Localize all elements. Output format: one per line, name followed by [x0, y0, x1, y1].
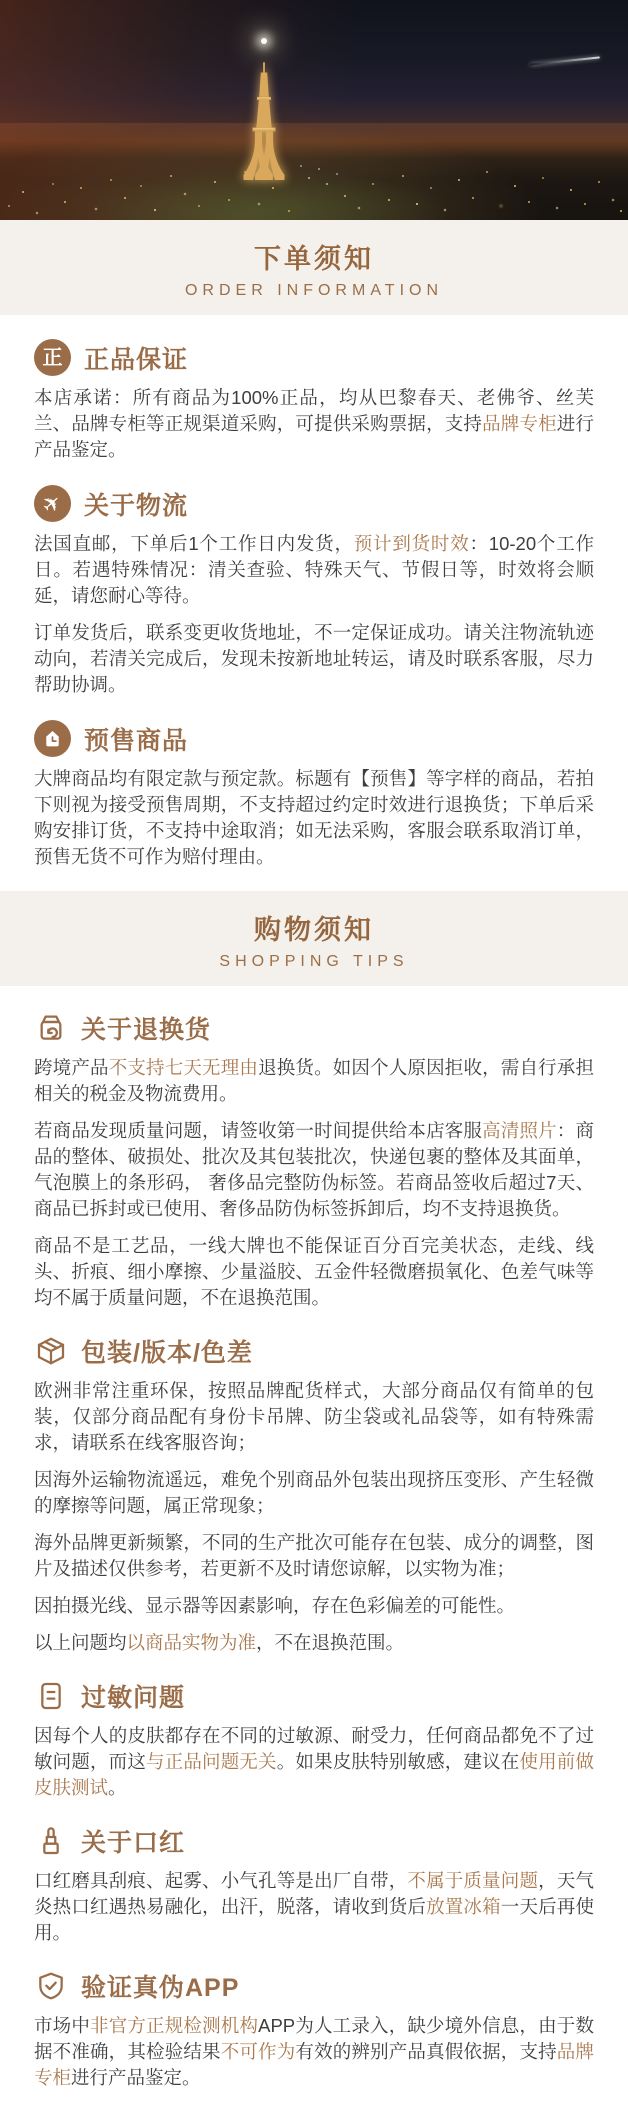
- return-box-icon: [34, 1011, 68, 1045]
- plane-contrail: [530, 56, 600, 65]
- body-text: APP为人工录入，缺少境外信息，由于数据不准确，其检验结果: [34, 2015, 594, 2062]
- highlighted-text: 使用前做皮肤测试: [34, 1751, 594, 1798]
- section-heading: [34, 339, 594, 376]
- section-allergy: [34, 1678, 594, 1801]
- body-text: 进行产品鉴定。: [71, 2067, 201, 2088]
- section-title: 包装/版本/色差: [81, 1339, 253, 1367]
- presale-clock-tag-icon: [34, 720, 71, 757]
- paragraph: [34, 1055, 594, 1107]
- section-logistics: [34, 485, 594, 698]
- paragraph: [34, 2013, 594, 2091]
- highlighted-text: 品牌专柜: [482, 413, 557, 434]
- highlighted-text: 预计到货时效: [353, 533, 470, 554]
- highlighted-text: 不属于质量问题: [407, 1870, 539, 1891]
- eiffel-tower-icon: [232, 36, 296, 214]
- shopping-tips-header: [0, 891, 628, 986]
- section-heading: [34, 1010, 594, 1046]
- section-heading: [34, 1968, 594, 2004]
- section-authenticity: [34, 339, 594, 463]
- body-text: 。如果皮肤特别敏感，建议在: [276, 1751, 520, 1772]
- highlighted-text: 高清照片: [482, 1120, 557, 1141]
- section-body: [34, 2013, 594, 2091]
- order-header-subtitle: ORDER INFORMATION: [184, 282, 444, 299]
- shopping-header-subtitle: SHOPPING TIPS: [219, 953, 409, 970]
- order-header-title: 下单须知: [254, 244, 374, 274]
- tower-beacon-light: [261, 38, 267, 44]
- section-body: [34, 766, 594, 870]
- section-title: 预售商品: [84, 726, 189, 755]
- section-heading: [34, 1678, 594, 1714]
- highlighted-text: 与正品问题无关: [146, 1751, 277, 1772]
- section-presale: [34, 720, 594, 870]
- lipstick-icon: [34, 1824, 68, 1858]
- order-information-content: [0, 315, 628, 891]
- section-title: 关于退换货: [81, 1016, 212, 1044]
- body-text: 口红磨具刮痕、起雾、小气孔等是出厂自带，: [34, 1870, 408, 1891]
- section-title: 正品保证: [84, 345, 189, 374]
- body-text: 欧洲非常注重环保，按照品牌配货样式，大部分商品仅有简单的包装，仅部分商品配有身份卡吊牌、防尘袋或礼品袋等，如有特殊需求，请联系在线客服咨询；: [34, 1380, 594, 1453]
- section-heading: [34, 485, 594, 522]
- paragraph: [34, 1723, 594, 1801]
- section-lipstick: [34, 1823, 594, 1946]
- paragraph: [34, 1868, 594, 1946]
- section-title: 过敏问题: [81, 1684, 186, 1712]
- body-text: ，天气炎热口红遇热易融化，出汗，脱落，请收到货后: [34, 1870, 594, 1917]
- body-text: 订单发货后，联系变更收货地址，不一定保证成功。请关注物流轨迹动向，若清关完成后，发现未按新地址转运，请及时联系客服，尽力帮助协调。: [34, 622, 594, 695]
- body-text: 有效的辨别产品真假依据，支持: [295, 2041, 557, 2062]
- section-packaging: [34, 1333, 594, 1656]
- body-text: 因海外运输物流遥远，难免个别商品外包装出现挤压变形、产生轻微的摩擦等问题，属正常现象；: [34, 1469, 594, 1516]
- paragraph: [34, 531, 594, 609]
- section-title: 关于口红: [81, 1829, 186, 1857]
- highlighted-text: 不支持七天无理由: [108, 1057, 259, 1078]
- paragraph: [34, 1530, 594, 1582]
- section-heading: [34, 720, 594, 757]
- horizon-haze: [0, 123, 628, 158]
- body-text: ，不在退换范围。: [256, 1632, 405, 1653]
- body-text: 若商品发现质量问题，请签收第一时间提供给本店客服: [34, 1120, 483, 1141]
- highlighted-text: 放置冰箱: [426, 1896, 501, 1917]
- paris-night-hero-image: [0, 0, 628, 220]
- city-lights: [0, 113, 2, 115]
- section-body: [34, 1055, 594, 1311]
- package-cube-icon: [34, 1334, 68, 1368]
- body-text: 商品不是工艺品，一线大牌也不能保证百分百完美状态，走线、线头、折痕、细小摩擦、少量溢胶、五金件轻微磨损氧化、色差气味等均不属于质量问题，不在退换范围。: [34, 1235, 594, 1308]
- section-body: [34, 385, 594, 463]
- shopping-tips-content: [0, 986, 628, 2112]
- section-body: [34, 1868, 594, 1946]
- section-title: 关于物流: [84, 491, 189, 520]
- body-text: 跨境产品: [34, 1057, 109, 1078]
- paragraph: [34, 1378, 594, 1456]
- paragraph: [34, 1593, 594, 1619]
- section-returns: [34, 1010, 594, 1311]
- paragraph: [34, 620, 594, 698]
- body-text: 。: [108, 1777, 127, 1798]
- shopping-header-title: 购物须知: [254, 915, 374, 945]
- body-text: 一天后再使用。: [34, 1896, 594, 1943]
- highlighted-text: 以商品实物为准: [126, 1632, 257, 1653]
- body-text: 本店承诺：所有商品为100%正品，均从巴黎春天、老佛爷、丝芙兰、品牌专柜等正规渠道采购，可提供采购票据，支持: [34, 387, 594, 434]
- body-text: 以上问题均: [34, 1632, 127, 1653]
- paragraph: [34, 1630, 594, 1656]
- section-verify-app: [34, 1968, 594, 2091]
- section-body: [34, 1723, 594, 1801]
- body-text: 退换货。如因个人原因拒收，需自行承担相关的税金及物流费用。: [34, 1057, 594, 1104]
- body-text: ：10-20个工作日。若遇特殊情况：清关查验、特殊天气、节假日等，时效将会顺延，请您耐心等待。: [34, 533, 594, 606]
- paragraph: [34, 1467, 594, 1519]
- paragraph: [34, 1233, 594, 1311]
- body-text: 市场中: [34, 2015, 91, 2036]
- body-text: 因拍摄光线、显示器等因素影响，存在色彩偏差的可能性。: [34, 1595, 516, 1616]
- paragraph: [34, 766, 594, 870]
- paragraph: [34, 1118, 594, 1222]
- body-text: 大牌商品均有限定款与预定款。标题有【预售】等字样的商品，若拍下则视为接受预售周期，不支持超过约定时效进行退换货；下单后采购安排订货，不支持中途取消；如无法采购，客服会联系取消订单，预售无货不可作为赔付理由。: [34, 768, 594, 867]
- section-heading: [34, 1333, 594, 1369]
- note-document-icon: [34, 1679, 68, 1713]
- body-text: 进行产品鉴定。: [34, 413, 594, 460]
- highlighted-text: 不可作为: [220, 2041, 296, 2062]
- section-body: [34, 1378, 594, 1656]
- section-title: 验证真伪APP: [81, 1974, 240, 2002]
- body-text: 法国直邮，下单后1个工作日内发货，: [34, 533, 354, 554]
- airplane-icon: ✈: [34, 485, 71, 522]
- section-heading: [34, 1823, 594, 1859]
- highlighted-text: 非官方正规检测机构: [90, 2015, 259, 2036]
- paragraph: [34, 385, 594, 463]
- body-text: ：商品的整体、破损处、批次及其包装批次，快递包裹的整体及其面单，气泡膜上的条形码， 奢侈品完整防伪标签。若商品签收后超过7天、商品已拆封或已使用、奢侈品防伪标签拆卸后，均不支持退换货。: [34, 1120, 594, 1219]
- body-text: 因每个人的皮肤都存在不同的过敏源、耐受力，任何商品都免不了过敏问题，而这: [34, 1725, 594, 1772]
- order-information-header: [0, 220, 628, 315]
- shield-check-icon: [34, 1969, 68, 2003]
- seal-zheng-icon: 正: [34, 339, 71, 376]
- section-body: [34, 531, 594, 698]
- highlighted-text: 品牌专柜: [34, 2041, 594, 2088]
- body-text: 海外品牌更新频繁，不同的生产批次可能存在包装、成分的调整，图片及描述仅供参考，若更新不及时请您谅解，以实物为准；: [34, 1532, 594, 1579]
